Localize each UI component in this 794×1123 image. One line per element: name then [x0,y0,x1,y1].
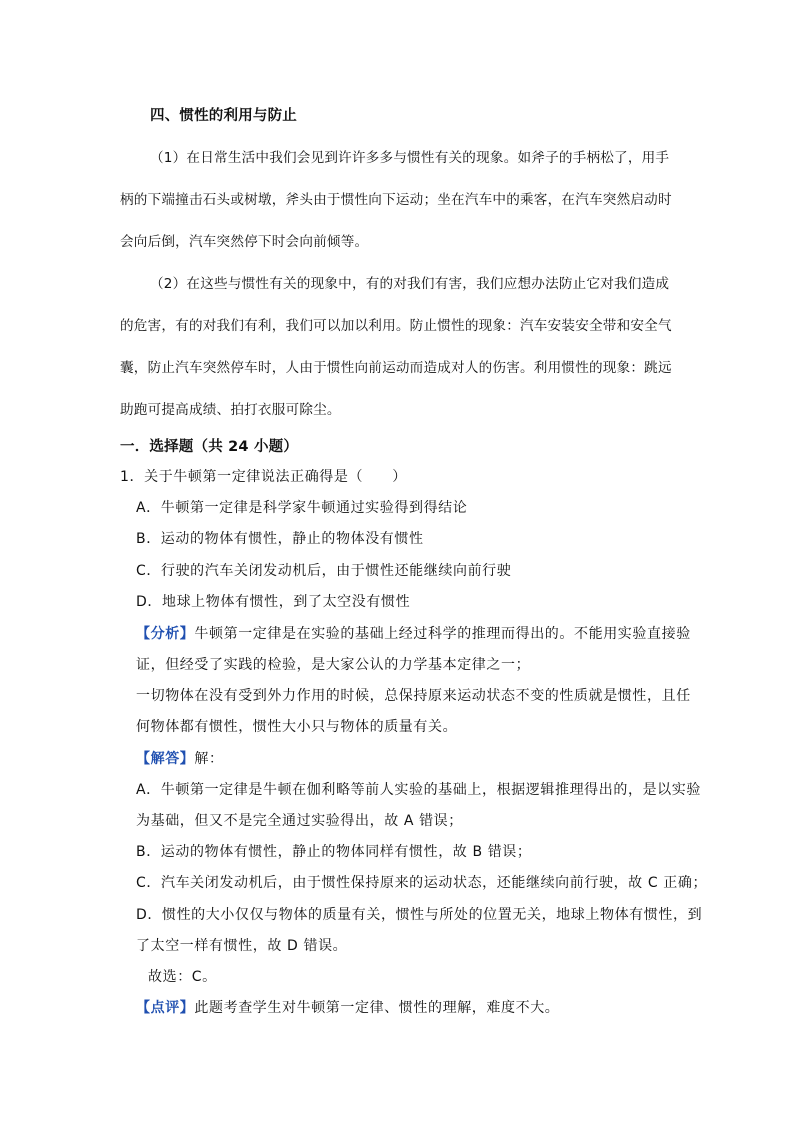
solution-c-line: C．汽车关闭发动机后，由于惯性保持原来的运动状态，还能继续向前行驶，故 C 正确； [136,875,708,891]
exercise-heading: 一．选择题（共 24 小题） [120,439,299,455]
solution-tag: 【解答】 [136,751,195,767]
paragraph-2-line-2: 的危害，有的对我们有利，我们可以加以利用。防止惯性的现象：汽车安装安全带和安全气 [120,318,672,334]
solution-choice: 故选：C。 [148,969,217,985]
option-c: C．行驶的汽车关闭发动机后，由于惯性还能继续向前行驶 [136,563,512,579]
solution-intro-line [136,749,224,769]
analysis-line-3: 一切物体在没有受到外力作用的时候，总保持原来运动状态不变的性质就是惯性，且任 [136,688,691,704]
solution-d-line-1: D．惯性的大小仅仅与物体的质量有关，惯性与所处的位置无关，地球上物体有惯性，到 [136,907,703,923]
paragraph-1-line-1: （1）在日常生活中我们会见到许许多多与惯性有关的现象。如斧子的手柄松了，用手 [150,150,670,166]
comment-text: 此题考查学生对牛顿第一定律、惯性的理解，难度不大。 [194,1000,560,1016]
option-d: D．地球上物体有惯性，到了太空没有惯性 [136,594,411,610]
solution-a-line-2: 为基础，但又不是完全通过实验得出，故 A 错误； [136,813,463,829]
analysis-line-1 [136,624,691,644]
analysis-tag: 【分析】 [136,626,195,642]
solution-d-line-2: 了太空一样有惯性，故 D 错误。 [136,938,348,954]
option-b: B．运动的物体有惯性，静止的物体没有惯性 [136,531,424,547]
analysis-line-4: 何物体都有惯性，惯性大小只与物体的质量有关。 [136,719,458,735]
paragraph-1-line-2: 柄的下端撞击石头或树墩，斧头由于惯性向下运动；坐在汽车中的乘客，在汽车突然启动时 [120,192,672,208]
solution-a-line-1: A．牛顿第一定律是牛顿在伽利略等前人实验的基础上，根据逻辑推理得出的，是以实验 [136,782,701,798]
question-stem: 1．关于牛顿第一定律说法正确得是（ ） [120,469,407,485]
analysis-text-1: 牛顿第一定律是在实验的基础上经过科学的推理而得出的。不能用实验直接验 [194,626,691,642]
option-a: A．牛顿第一定律是科学家牛顿通过实验得到得结论 [136,500,468,516]
comment-line [136,998,559,1018]
paragraph-2-line-4: 助跑可提高成绩、拍打衣服可除尘。 [120,402,341,418]
analysis-line-2: 证，但经受了实践的检验，是大家公认的力学基本定律之一； [136,657,531,673]
paragraph-2-line-1: （2）在这些与惯性有关的现象中，有的对我们有害，我们应想办法防止它对我们造成 [150,276,670,292]
section-title: 四、惯性的利用与防止 [150,108,297,124]
solution-b-line: B．运动的物体有惯性，静止的物体同样有惯性，故 B 错误； [136,844,532,860]
paragraph-1-line-3: 会向后倒，汽车突然停下时会向前倾等。 [120,234,369,250]
comment-tag: 【点评】 [136,1000,195,1016]
solution-intro: 解： [194,751,224,767]
paragraph-2-line-3: 囊，防止汽车突然停车时，人由于惯性向前运动而造成对人的伤害。利用惯性的现象：跳远 [120,360,672,376]
